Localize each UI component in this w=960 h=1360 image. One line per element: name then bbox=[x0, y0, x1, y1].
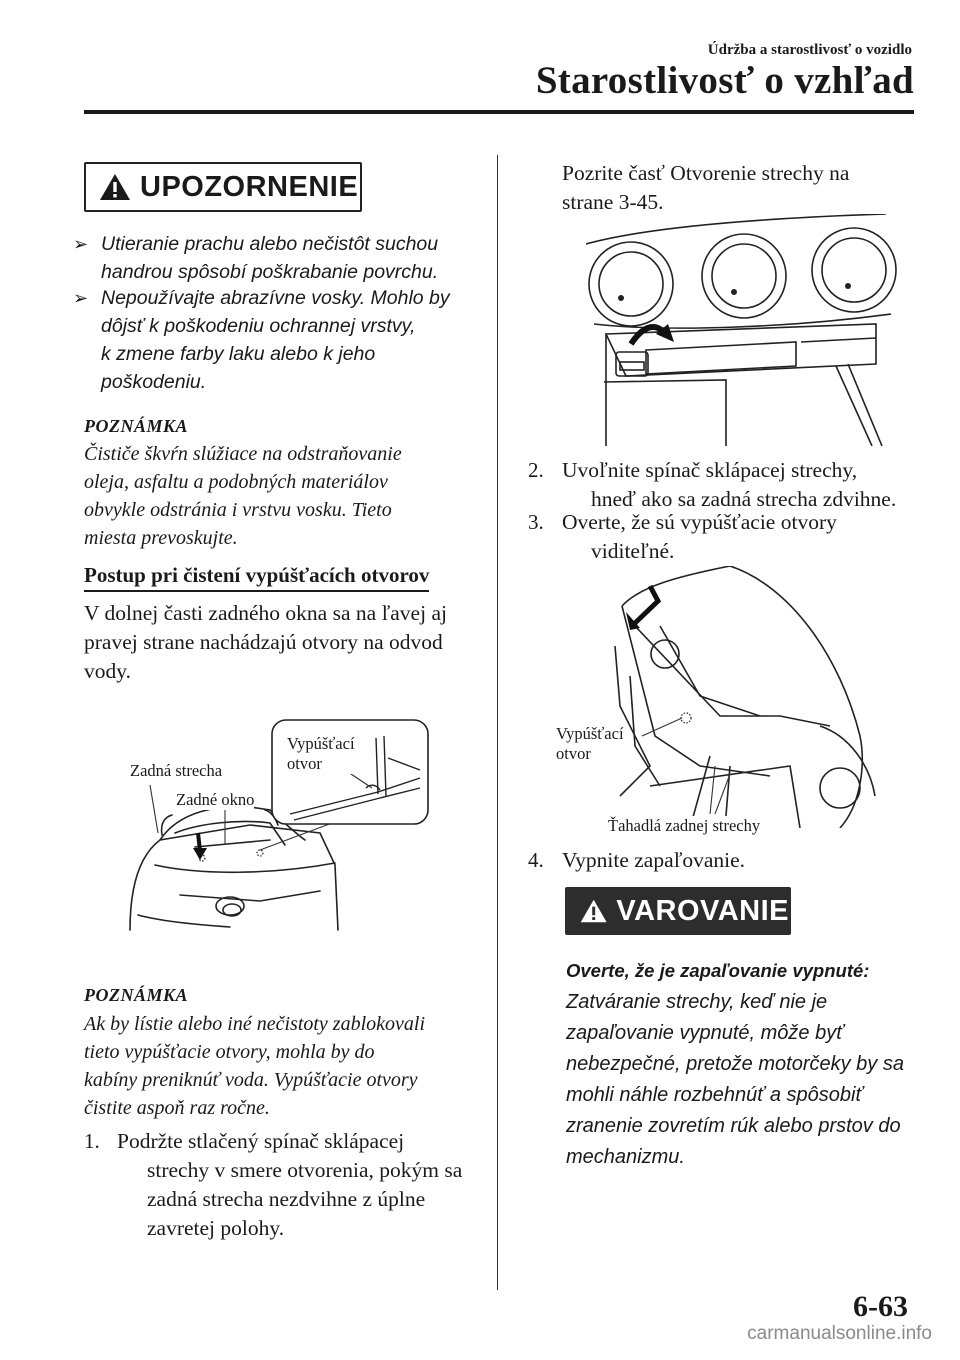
step3-line-2: viditeľné. bbox=[591, 539, 675, 563]
caution-bullet-1-line-2: handrou spôsobí poškrabanie povrchu. bbox=[101, 261, 439, 283]
step1-line-3: zadná strecha nezdvihne z úplne bbox=[147, 1187, 426, 1211]
step-3-number: 3. bbox=[528, 510, 544, 534]
label-roof-pull-handles: Ťahadlá zadnej strechy bbox=[608, 816, 761, 835]
step1-line-2: strechy v smere otvorenia, pokým sa bbox=[147, 1158, 463, 1182]
note-heading-2: POZNÁMKA bbox=[84, 985, 189, 1005]
warning-triangle-icon bbox=[98, 172, 132, 202]
note1-line-4: miesta prevoskujte. bbox=[84, 527, 238, 549]
warning-box bbox=[565, 887, 791, 935]
caution-bullet-1-line-1: Utieranie prachu alebo nečistôt suchou bbox=[101, 233, 439, 255]
caution-bullet-2-line-2: dôjsť k poškodeniu ochrannej vrstvy, bbox=[101, 315, 416, 337]
caution-bullet-2 bbox=[73, 284, 481, 396]
warning-line-6: mechanizmu. bbox=[566, 1146, 685, 1168]
label-drain-line-2: otvor bbox=[287, 754, 322, 773]
note-text-2 bbox=[84, 1010, 484, 1122]
warning-line-1: Zatváranie strechy, keď nie je bbox=[566, 991, 828, 1013]
step-1-text bbox=[117, 1127, 487, 1243]
label-drain-2-line-1: Vypúšťací bbox=[556, 724, 624, 743]
note2-line-3: kabíny preniknúť voda. Vypúšťacie otvory bbox=[84, 1069, 418, 1091]
label-drain-hole-1 bbox=[287, 734, 355, 774]
label-drain-line-1: Vypúšťací bbox=[287, 734, 355, 753]
roof-reference-text bbox=[562, 159, 922, 217]
warning-heading: Overte, že je zapaľovanie vypnuté: bbox=[566, 960, 870, 981]
note2-line-2: tieto vypúšťacie otvory, mohla by do bbox=[84, 1041, 375, 1063]
page-number: 6-63 bbox=[853, 1290, 908, 1323]
section-heading: Postup pri čistení vypúšťacích otvorov bbox=[84, 563, 429, 592]
caution-box bbox=[84, 162, 362, 212]
step3-line-1: Overte, že sú vypúšťacie otvory bbox=[562, 510, 837, 534]
caution-label: UPOZORNENIE bbox=[140, 170, 359, 203]
step-4-number: 4. bbox=[528, 848, 544, 872]
label-drain-2-line-2: otvor bbox=[556, 744, 591, 763]
note-heading-1: POZNÁMKA bbox=[84, 416, 189, 436]
step1-line-1: Podržte stlačený spínač sklápacej bbox=[117, 1129, 405, 1153]
label-rear-roof: Zadná strecha bbox=[130, 761, 223, 780]
caution-bullet-1 bbox=[73, 230, 481, 286]
watermark: carmanualsonline.info bbox=[747, 1323, 932, 1344]
step2-line-2: hneď ako sa zadná strecha zdvihne. bbox=[591, 487, 897, 511]
arrow-bullet-icon: ➢ bbox=[73, 234, 89, 254]
intro-line-2: pravej strane nachádzajú otvory na odvod bbox=[84, 630, 443, 654]
note1-line-1: Čističe škvŕn slúžiace na odstraňovanie bbox=[84, 443, 402, 465]
step-2-number: 2. bbox=[528, 458, 544, 482]
intro-line-1: V dolnej časti zadného okna sa na ľavej aj bbox=[84, 601, 447, 625]
warning-line-3: nebezpečné, pretože motorčeky by sa bbox=[566, 1053, 904, 1075]
reference-line-1: Pozrite časť Otvorenie strechy na bbox=[562, 161, 850, 185]
warning-label: VAROVANIE bbox=[616, 894, 789, 927]
warning-line-2: zapaľovanie vypnuté, môže byť bbox=[566, 1022, 844, 1044]
step1-line-4: zavretej polohy. bbox=[147, 1216, 285, 1240]
header-rule bbox=[84, 110, 914, 114]
note2-line-4: čistite aspoň raz ročne. bbox=[84, 1097, 270, 1119]
column-divider bbox=[497, 155, 498, 1290]
note-text-1 bbox=[84, 440, 484, 552]
step-2-text bbox=[562, 456, 922, 514]
roof-switch-illustration bbox=[586, 214, 916, 446]
note1-line-2: oleja, asfaltu a podobných materiálov bbox=[84, 471, 388, 493]
warning-line-5: zranenie zovretím rúk alebo prstov do bbox=[566, 1115, 901, 1137]
step-4-text bbox=[562, 846, 922, 875]
step-3-text bbox=[562, 508, 922, 566]
chapter-title: Údržba a starostlivosť o vozidlo bbox=[707, 42, 912, 58]
step4-line-1: Vypnite zapaľovanie. bbox=[562, 848, 746, 872]
raised-roof-illustration bbox=[560, 566, 880, 828]
note2-line-1: Ak by lístie alebo iné nečistoty zablokovali bbox=[84, 1013, 426, 1035]
page-title: Starostlivosť o vzhľad bbox=[535, 59, 914, 102]
label-drain-hole-2 bbox=[556, 724, 624, 764]
caution-bullet-2-line-3: k zmene farby laku alebo k jeho bbox=[101, 343, 376, 365]
label-rear-window: Zadné okno bbox=[176, 790, 255, 809]
warning-triangle-icon bbox=[579, 896, 608, 926]
caution-bullet-2-line-1: Nepoužívajte abrazívne vosky. Mohlo by bbox=[101, 287, 450, 309]
warning-line-4: mohli náhle rozbehnúť a spôsobiť bbox=[566, 1084, 863, 1106]
arrow-bullet-icon: ➢ bbox=[73, 288, 89, 308]
reference-line-2: strane 3-45. bbox=[562, 190, 664, 214]
note1-line-3: obvykle odstránia i vrstvu vosku. Tieto bbox=[84, 499, 392, 521]
warning-text bbox=[566, 987, 926, 1173]
section-intro bbox=[84, 599, 484, 686]
caution-bullet-2-line-4: poškodeniu. bbox=[101, 371, 207, 393]
step2-line-1: Uvoľnite spínač sklápacej strechy, bbox=[562, 458, 858, 482]
step-1-number: 1. bbox=[84, 1129, 100, 1153]
intro-line-3: vody. bbox=[84, 659, 131, 683]
